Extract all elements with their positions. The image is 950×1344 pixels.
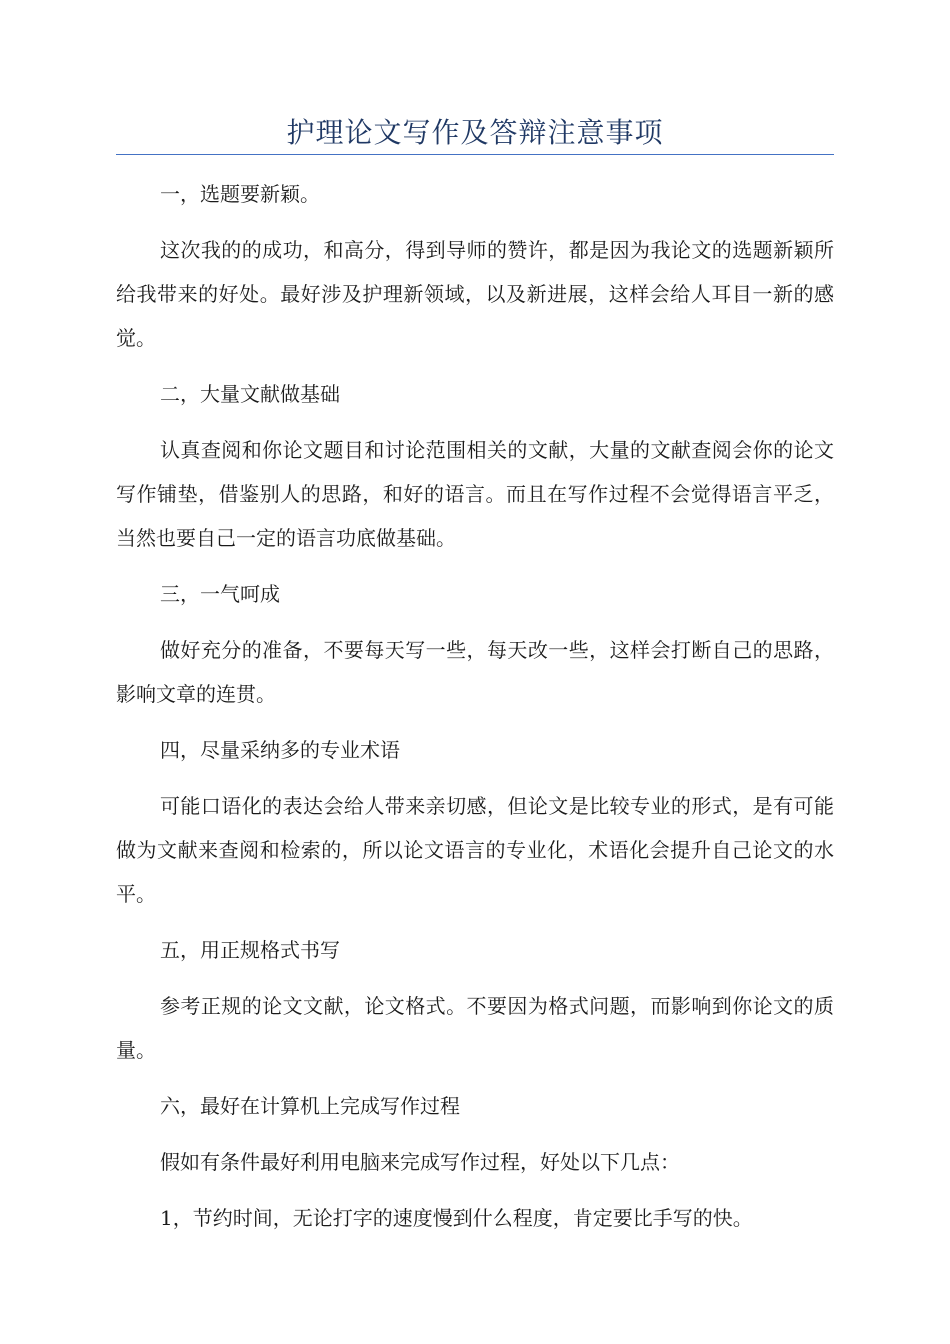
section-heading-5: 五，用正规格式书写 <box>160 938 340 962</box>
list-item-1: 1，节约时间，无论打字的速度慢到什么程度，肯定要比手写的快。 <box>160 1206 753 1230</box>
section-heading-4: 四，尽量采纳多的专业术语 <box>160 738 400 762</box>
section-heading-6: 六，最好在计算机上完成写作过程 <box>160 1094 460 1118</box>
body-paragraph-2: 认真查阅和你论文题目和讨论范围相关的文献，大量的文献查阅会你的论文写作铺垫，借鉴别人的思路，和好的语言。而且在写作过程不会觉得语言平乏，当然也要自己一定的语言功底做基础。 <box>116 438 834 550</box>
section-heading-1: 一，选题要新颖。 <box>160 182 320 206</box>
body-paragraph-4: 可能口语化的表达会给人带来亲切感，但论文是比较专业的形式，是有可能做为文献来查阅和检索的，所以论文语言的专业化，术语化会提升自己论文的水平。 <box>116 794 834 906</box>
page-title: 护理论文写作及答辩注意事项 <box>286 116 664 149</box>
section-heading-2: 二，大量文献做基础 <box>160 382 340 406</box>
body-paragraph-3: 做好充分的准备，不要每天写一些，每天改一些，这样会打断自己的思路，影响文章的连贯。 <box>116 638 834 706</box>
body-paragraph-6: 假如有条件最好利用电脑来完成写作过程，好处以下几点： <box>160 1150 680 1174</box>
document-body <box>116 172 834 1252</box>
body-paragraph-5: 参考正规的论文文献，论文格式。不要因为格式问题，而影响到你论文的质量。 <box>116 994 834 1062</box>
body-paragraph-1: 这次我的的成功，和高分，得到导师的赞许，都是因为我论文的选题新颖所给我带来的好处。最好涉及护理新领域，以及新进展，这样会给人耳目一新的感觉。 <box>116 238 834 350</box>
title-underline <box>116 154 834 155</box>
section-heading-3: 三，一气呵成 <box>160 582 280 606</box>
